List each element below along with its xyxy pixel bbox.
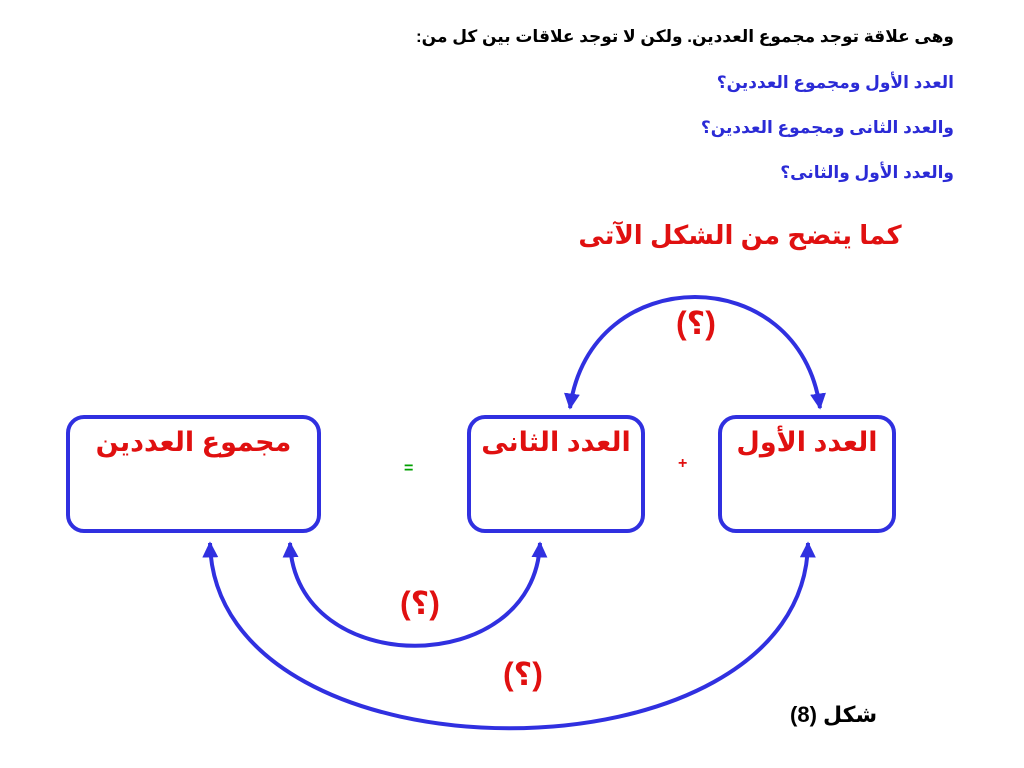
relation-mark-top: (؟) bbox=[676, 305, 716, 341]
equals-operator: = bbox=[404, 460, 414, 477]
question-first-and-second: والعدد الأول والثانى؟ bbox=[780, 163, 954, 182]
second-number-label: العدد الثانى bbox=[481, 427, 631, 457]
question-first-and-sum: العدد الأول ومجموع العددين؟ bbox=[716, 73, 954, 92]
intro-text: وهى علاقة توجد مجموع العددين. ولكن لا توجد علاقات بين كل من: bbox=[416, 27, 954, 46]
question-second-and-sum: والعدد الثانى ومجموع العددين؟ bbox=[700, 118, 954, 137]
plus-operator: + bbox=[678, 455, 688, 472]
sum-label: مجموع العددين bbox=[95, 427, 292, 457]
first-number-label: العدد الأول bbox=[736, 427, 878, 457]
diagram-heading: كما يتضح من الشكل الآتى bbox=[578, 220, 902, 250]
arrow-first-to-sum bbox=[210, 543, 808, 728]
figure-caption: شكل (8) bbox=[790, 702, 878, 727]
relation-mark-middle: (؟) bbox=[400, 585, 440, 621]
relation-mark-bottom: (؟) bbox=[503, 656, 543, 692]
first-number-box bbox=[718, 415, 896, 533]
second-number-box bbox=[467, 415, 645, 533]
sum-box bbox=[66, 415, 321, 533]
